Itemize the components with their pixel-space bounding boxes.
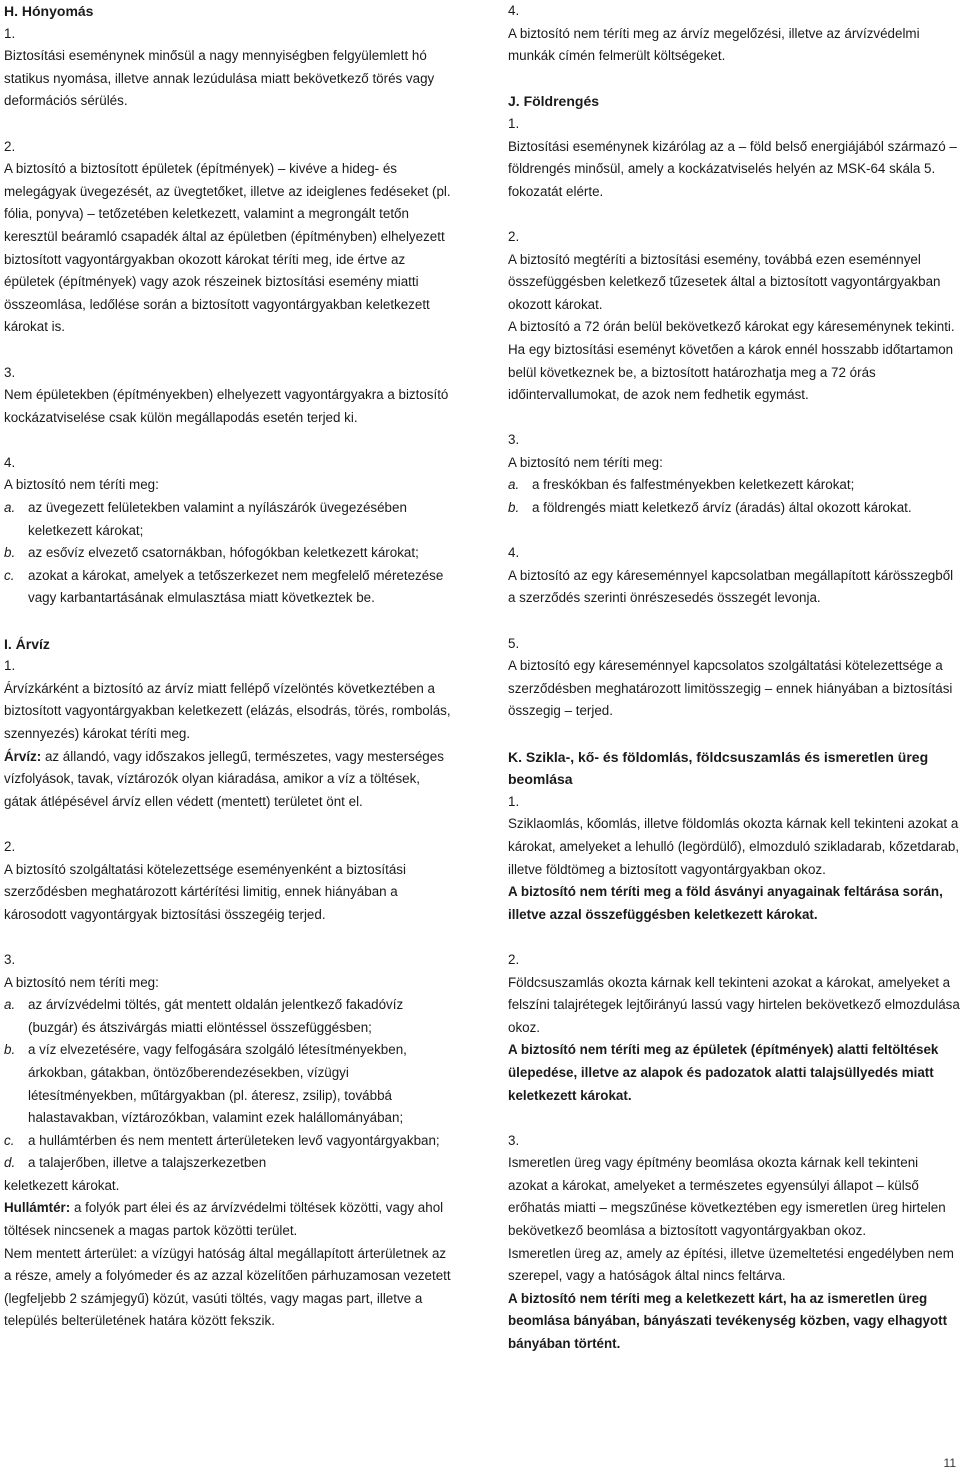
clause-number: 4. [4, 454, 16, 470]
definition: Nem mentett árterület: a vízügyi hatóság által megállapított árterületnek az a része, amely a folyómeder és az azzal közelítően párhuzamosan vezetett (legfeljebb 2 számjegyű) közút, vasúti töltés, vagy magas part, illetve a település belterületének határa között fekszik. [4, 1245, 451, 1329]
paragraph: Ismeretlen üreg vagy építmény beomlása okozta kárnak kell tekinteni azokat a károkat, amelyeket a természetes egyensúlyi állapot – külső erőhatás miatti – megszűnése következtében egy ismeretlen üreg hirtelen bekövetkező beomlása a biztosított vagyontárgyakban okoz. [508, 1155, 946, 1239]
section-title-h: H. Hónyomás [4, 3, 94, 19]
paragraph: keletkezett károkat. [4, 1177, 120, 1193]
paragraph: Földcsuszamlás okozta kárnak kell tekinteni azokat a károkat, amelyeket a felszíni talajrétegek lejtőirányú lassú vagy hirtelen bekövetkező elmozdulása okoz. [508, 974, 960, 1035]
list-item: a. a freskókban és falfestményekben keletkezett károkat; [508, 477, 855, 493]
definition: Árvíz: az állandó, vagy időszakos jellegű, természetes, vagy mesterséges vízfolyások, tavak, víztározók olyan kiáradása, amikor a víz a töltések, gátak átlépésével árvíz ellen védett (mentett) területet önt el. [4, 748, 444, 809]
left-column [4, 0, 456, 1333]
clause-number: 4. [508, 545, 520, 561]
paragraph: Nem épületekben (építményekben) elhelyezett vagyontárgyakra a biztosító kockázatviselése csak külön megállapodás esetén terjed ki. [4, 387, 449, 425]
clause-number: 1. [4, 658, 16, 674]
list-item: a. az árvízvédelmi töltés, gát mentett oldalán jelentkező fakadóvíz (buzgár) és átszivárgás miatti elöntéssel összefüggésben; [4, 997, 404, 1035]
paragraph: Ismeretlen üreg az, amely az építési, illetve üzemeltetési engedélyben nem szerepel, vagy a hatóságok által nincs feltárva. [508, 1245, 954, 1284]
paragraph: A biztosító szolgáltatási kötelezettsége eseményenként a biztosítási szerződésben meghatározott kártérítési limitig, ennek hiányában a károsodott vagyontárgyak biztosítási összegéig terjed. [4, 861, 406, 922]
clause-number: 1. [508, 115, 520, 131]
list-item: c. azokat a károkat, amelyek a tetőszerkezet nem megfelelő méretezése vagy karbantartásának elmulasztása miatt következtek be. [4, 567, 444, 606]
clause-number: 3. [508, 432, 520, 448]
page-number: 11 [943, 1456, 956, 1470]
paragraph-bold: A biztosító nem téríti meg a föld ásványi anyagainak feltárása során, illetve azzal összefüggésben keletkezett károkat. [508, 884, 943, 922]
section-title-i: I. Árvíz [4, 635, 50, 652]
paragraph-bold: A biztosító nem téríti meg az épületek (építmények) alatti feltöltések ülepedése, illetve az alapok és padozatok alatti talajsüllyedés miatt keletkezett károkat. [508, 1042, 939, 1103]
exclusion-lead: A biztosító nem téríti meg: [4, 974, 159, 990]
clause-number: 2. [4, 838, 16, 854]
section-title-j: J. Földrengés [508, 93, 600, 110]
paragraph: A biztosító egy káreseménnyel kapcsolatos szolgáltatási kötelezettsége a szerződésben meghatározott limitösszegig – ennek hiányában a biztosítási összegig – terjed. [508, 658, 953, 719]
clause-number: 5. [508, 635, 520, 651]
paragraph-bold: A biztosító nem téríti meg a keletkezett kárt, ha az ismeretlen üreg beomlása bányában, bányászati tevékenység közben, vagy elhagyott bányában történt. [508, 1290, 948, 1352]
paragraph: Árvízkárként a biztosító az árvíz miatt fellépő vízelöntés következtében a biztosított vagyontárgyakban keletkezett (elázás, elsodrás, törés, rombolás, szennyezés) károkat téríti meg. [4, 680, 451, 741]
exclusion-lead: A biztosító nem téríti meg: [4, 477, 159, 493]
list-item: b. az esővíz elvezető csatornákban, hófogókban keletkezett károkat; [4, 545, 419, 561]
list-item: c. a hullámtérben és nem mentett árterületeken levő vagyontárgyakban; [4, 1132, 440, 1148]
clause-number: 1. [4, 25, 16, 41]
list-item: a. az üvegezett felületekben valamint a nyílászárók üvegezésében keletkezett károkat; [4, 500, 407, 538]
clause-number: 1. [508, 793, 520, 809]
paragraph: A biztosító a biztosított épületek (építmények) – kivéve a hideg- és melegágyak üvegezését, az üvegtetőket, illetve az ideiglenes fedéseket (pl. fólia, ponyva) – tetőzetében keletkezett, valamint a megrongált tetőn keresztül beáramló csapadék által az épületben (építményben) elhelyezett biztosított vagyontárgyakban okozott károkat téríti meg, ide értve az épületek (építmények) vagy azok részeinek biztosítási esemény miatti összeomlása, ledőlése során a biztosított vagyontárgyakban keletkezett károkat is. [4, 161, 451, 335]
paragraph: A biztosító megtéríti a biztosítási esemény, továbbá ezen eseménnyel összefüggésben keletkező tűzesetek által a biztosított vagyontárgyakban okozott károkat. [508, 251, 941, 312]
paragraph: A biztosító az egy káreseménnyel kapcsolatban megállapított kárösszegből a szerződés szerinti önrészesedés összegét levonja. [508, 567, 954, 606]
paragraph: Biztosítási eseménynek minősül a nagy mennyiségben felgyülemlett hó statikus nyomása, illetve annak lezúdulása miatt bekövetkező törés vagy deformációs sérülés. [4, 48, 435, 109]
paragraph: A biztosító nem téríti meg az árvíz megelőzési, illetve az árvízvédelmi munkák címén felmerült költségeket. [508, 25, 920, 64]
list-item: b. a földrengés miatt keletkező árvíz (áradás) által okozott károkat. [508, 500, 912, 516]
clause-number: 2. [508, 951, 520, 967]
definition: Hullámtér: a folyók part élei és az árvízvédelmi töltések közötti, vagy ahol töltések nincsenek a magas partok közötti terület. [4, 1200, 444, 1239]
list-item: d. a talajerőben, illetve a talajszerkezetben [4, 1155, 267, 1171]
clause-number: 2. [4, 138, 16, 154]
clause-number: 3. [4, 364, 16, 380]
exclusion-lead: A biztosító nem téríti meg: [508, 454, 663, 470]
clause-number: 2. [508, 228, 520, 244]
paragraph: Biztosítási eseménynek kizárólag az a – föld belső energiájából származó – földrengés minősül, amely a kockázatviselés helyén az MSK-64 skála 5. fokozatát elérte. [508, 138, 957, 199]
paragraph: A biztosító a 72 órán belül bekövetkező károkat egy káreseménynek tekinti. Ha egy biztosítási eseményt követően a károk ennél hosszabb időtartamon belül következnek be, a biztosított határozhatja meg a 72 órás időintervallumokat, de azok nem fedhetik egymást. [508, 319, 955, 403]
clause-number: 3. [508, 1132, 520, 1148]
clause-number: 4. [508, 3, 520, 18]
clause-number: 3. [4, 951, 16, 967]
paragraph: Sziklaomlás, kőomlás, illetve földomlás okozta kárnak kell tekinteni azokat a károkat, amelyeket a lehulló (legördülő), elmozduló szikladarab, kőzetdarab, illetve földtömeg a biztosított vagyontárgyakban okoz. [508, 816, 960, 877]
right-column [508, 0, 960, 1356]
list-item: b. a víz elvezetésére, vagy felfogására szolgáló létesítményekben, árkokban, gátakban, öntözőberendezésekben, vízügyi létesítményekben, műtárgyakban (pl. áteresz, zsilip), továbbá halastavakban, víztározókban, valamint ezek halállományában; [4, 1042, 407, 1126]
section-title-k: K. Szikla-, kő- és földomlás, földcsuszamlás és ismeretlen üreg beomlása [508, 748, 929, 788]
